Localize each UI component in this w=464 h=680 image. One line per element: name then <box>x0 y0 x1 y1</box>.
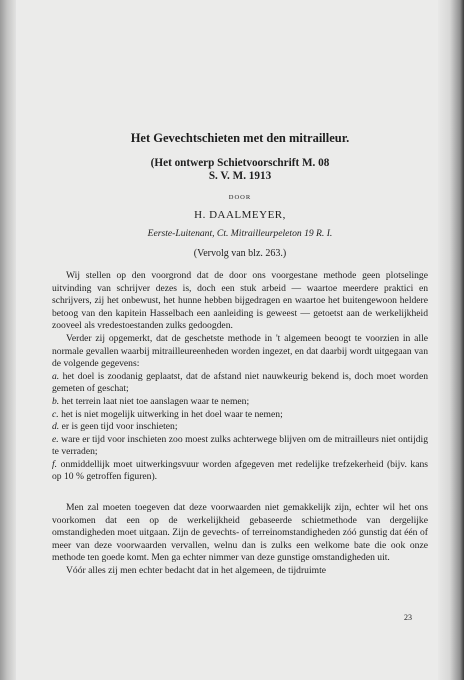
book-spine-shadow <box>0 0 16 680</box>
list-item: a. het doel is zoodanig geplaatst, dat de afstand niet nauwkeurig bekend is, doch moet worden gemeten of geschat; <box>52 370 428 395</box>
article-title: Het Gevechtschieten met den mitrailleur. <box>130 131 350 145</box>
section-gap <box>52 484 428 502</box>
page-edge-shadow <box>438 0 464 680</box>
article-subtitle-line1: (Het ontwerp Schietvoorschrift M. 08 <box>150 156 330 169</box>
paragraph-2: Verder zij opgemerkt, dat de geschetste methode in 't algemeen beoogt te voorzien in alle normale gevallen waarbij mitrailleureenheden worden ingezet, en dat daarbij wordt uitgegaan van de volgende gegevens: <box>52 332 428 370</box>
author-name: H. DAALMEYER, <box>194 209 286 222</box>
article-subtitle-line2: S. V. M. 1913 <box>208 169 272 182</box>
list-item: f. onmiddellijk moet uitwerkingsvuur worden afgegeven met redelijke trefzekerheid (bijv. kans op 10 % getroffen figuren). <box>52 458 428 483</box>
author-rank: Eerste-Luitenant, Ct. Mitrailleurpeleton 19 R. I. <box>147 227 333 239</box>
list-item: b. het terrein laat niet toe aanslagen waar te nemen; <box>52 395 250 407</box>
conditions-list <box>52 371 428 484</box>
paragraph-4: Vóór alles zij men echter bedacht dat in het algemeen, de tijdruimte <box>66 565 326 577</box>
list-item: d. er is geen tijd voor inschieten; <box>52 421 178 433</box>
page-number: 23 <box>404 613 412 622</box>
article-content <box>52 132 428 578</box>
list-item: e. ware er tijd voor inschieten zoo moest zulks achterwege blijven om de mitrailleurs niet ontijdig te verraden; <box>52 433 428 458</box>
continuation-note: (Vervolg van blz. 263.) <box>193 248 287 260</box>
paragraph-3: Men zal moeten toegeven dat deze voorwaarden niet gemakkelijk zijn, echter wil het ons voorkomen dat een op de werkelijkheid gebaseerde schietmethode van dergelijke omstandigheden moet uitgaan. Zijn de gevechts- of terreinomstandigheden zóó gunstig dat één of meer van deze voorwaarden vervallen, welnu dan is zulks een welkome bate die ook onze methode ten goede komt. Men ga echter nimmer van deze gunstige omstandigheden uit. <box>52 502 428 564</box>
list-item: c. het is niet mogelijk uitwerking in het doel waar te nemen; <box>52 408 283 420</box>
byline-door: DOOR <box>228 193 252 201</box>
paragraph-1: Wij stellen op den voorgrond dat de door ons voorgestane methode geen plotselinge uitvinding van schrijver dezes is, doch een stuk arbeid — waartoe meerdere praktici en schrijvers, zij het onbewust, het hunne hebben bijgedragen en waartoe het buitengewoon heldere betoog van den kapitein Hasselbach een aanleiding is geweest — getoetst aan de werkelijkheid zooveel als vredestoestanden zulks gedoogden. <box>52 269 428 332</box>
